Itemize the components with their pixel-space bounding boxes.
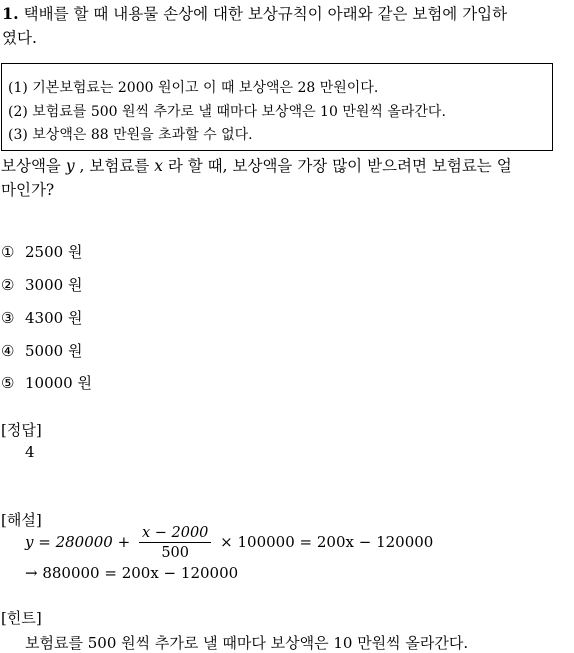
choice-mark-4: ④ — [1, 342, 15, 360]
hint-text: 보험료를 500 원씩 추가로 낼 때마다 보상액은 10 만원씩 올라간다. — [25, 634, 469, 652]
question-line-1 — [2, 2, 507, 24]
choice-text-2: 3000 원 — [25, 276, 83, 294]
choice-text-1: 2500 원 — [25, 243, 83, 261]
choice-1[interactable] — [1, 241, 82, 262]
prompt-line-1 — [1, 154, 512, 176]
prompt-text-b: , 보험료를 — [74, 157, 155, 175]
choice-4[interactable] — [1, 340, 82, 361]
choice-mark-1: ① — [1, 243, 15, 261]
choice-3[interactable] — [1, 307, 82, 328]
prompt-var-x: x — [154, 157, 163, 175]
question-text-1: 택배를 할 때 내용물 손상에 대한 보상규칙이 아래와 같은 보험에 가입하 — [23, 5, 508, 23]
rules-box — [1, 63, 553, 151]
prompt-var-y: y — [65, 157, 75, 175]
prompt-line-2: 마인가? — [1, 181, 55, 199]
hint-label: [힌트] — [1, 609, 42, 627]
question-number: 1. — [2, 4, 19, 23]
eq1-rhs: × 100000 = 200x − 120000 — [215, 533, 434, 551]
explanation-equation-2: → 880000 = 200x − 120000 — [25, 564, 239, 582]
explanation-label: [해설] — [1, 511, 42, 529]
choice-mark-5: ⑤ — [1, 374, 15, 392]
rule-3: (3) 보상액은 88 만원을 초과할 수 없다. — [8, 127, 253, 143]
rule-2: (2) 보험료를 500 원씩 추가로 낼 때마다 보상액은 10 만원씩 올라간다. — [8, 104, 446, 120]
choice-text-4: 5000 원 — [25, 342, 83, 360]
prompt-text-a: 보상액을 — [1, 157, 66, 175]
eq1-lhs: y = 280000 + — [25, 533, 135, 551]
rule-1: (1) 기본보험료는 2000 원이고 이 때 보상액은 28 만원이다. — [8, 80, 379, 96]
eq1-fraction — [139, 525, 211, 561]
choice-mark-3: ③ — [1, 309, 15, 327]
choice-2[interactable] — [1, 274, 82, 295]
eq1-numerator: x − 2000 — [139, 525, 211, 543]
choice-5[interactable] — [1, 372, 92, 393]
answer-value: 4 — [25, 443, 35, 461]
choice-mark-2: ② — [1, 276, 15, 294]
choice-text-5: 10000 원 — [25, 374, 92, 392]
choice-text-3: 4300 원 — [25, 309, 83, 327]
answer-label: [정답] — [1, 421, 42, 439]
explanation-equation-1 — [25, 525, 433, 561]
question-line-2: 였다. — [2, 29, 37, 47]
eq1-denominator: 500 — [161, 545, 190, 561]
prompt-text-c: 라 할 때, 보상액을 가장 많이 받으려면 보험료는 얼 — [162, 157, 512, 175]
